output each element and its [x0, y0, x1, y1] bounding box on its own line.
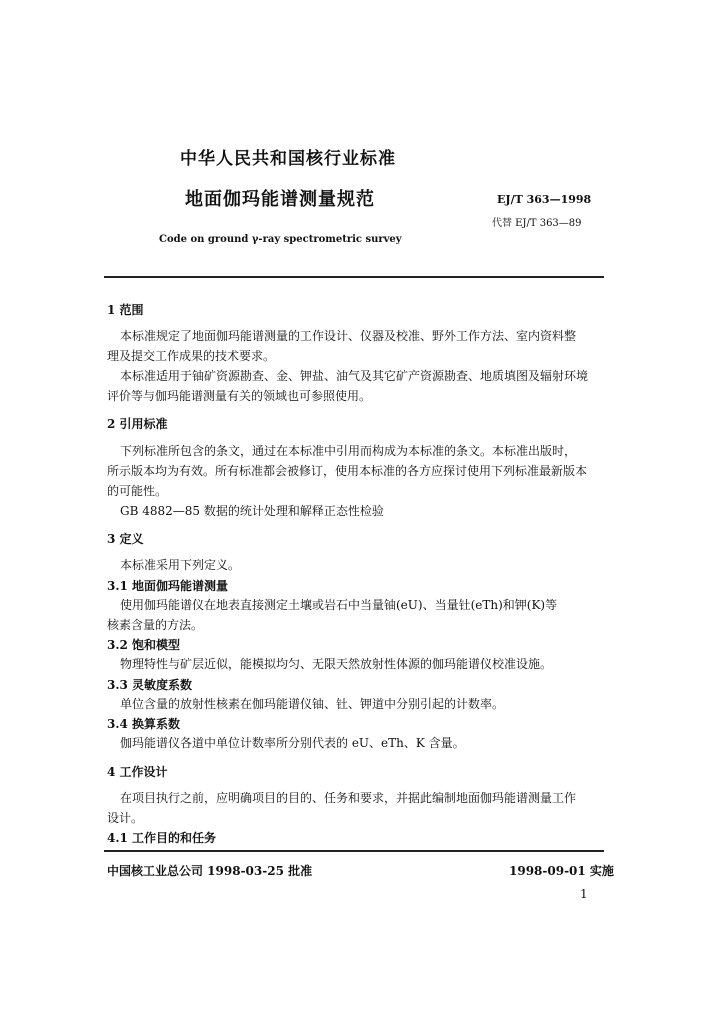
document-title: 地面伽玛能谱测量规范: [185, 189, 375, 210]
header-rule: [104, 276, 604, 278]
footer-rule: [104, 850, 604, 852]
clause-3-2-heading: 3.2 饱和模型: [107, 638, 181, 652]
section-4-heading: 4 工作设计: [107, 765, 168, 779]
clause-3-2-text: 物理特性与矿层近似，能模拟均匀、无限天然放射性体源的伽玛能谱仪校准设施。: [120, 657, 553, 671]
section-2-paragraph-line: 下列标准所包含的条文，通过在本标准中引用而构成为本标准的条文。本标准出版时，: [120, 444, 577, 458]
page-number: 1: [580, 887, 588, 901]
replaces-code: 代替 EJ/T 363—89: [492, 218, 582, 229]
normative-reference: GB 4882—85 数据的统计处理和解释正态性检验: [120, 504, 384, 518]
standard-category: 中华人民共和国核行业标准: [180, 149, 396, 169]
section-4-paragraph-line: 在项目执行之前，应明确项目的目的、任务和要求，并据此编制地面伽玛能谱测量工作: [120, 791, 577, 805]
clause-3-4-text: 伽玛能谱仪各道中单位计数率所分别代表的 eU、eTh、K 含量。: [120, 736, 465, 750]
section-1-paragraph-line: 本标准规定了地面伽玛能谱测量的工作设计、仪器及校准、野外工作方法、室内资料整: [120, 329, 577, 343]
section-2-paragraph-line: 所示版本均为有效。所有标准都会被修订，使用本标准的各方应探讨使用下列标准最新版本: [107, 464, 588, 478]
clause-3-1-text: 使用伽玛能谱仪在地表直接测定土壤或岩石中当量铀(eU)、当量钍(eTh)和钾(K)等: [120, 598, 558, 612]
clause-3-1-text: 核素含量的方法。: [107, 618, 204, 632]
section-1-paragraph-line: 本标准适用于铀矿资源勘查、金、钾盐、油气及其它矿产资源勘查、地质填图及辐射环境: [120, 369, 589, 383]
section-1-paragraph-line: 理及提交工作成果的技术要求。: [107, 349, 276, 363]
section-1-heading: 1 范围: [107, 303, 144, 317]
clause-3-3-heading: 3.3 灵敏度系数: [107, 678, 193, 692]
standard-code: EJ/T 363—1998: [497, 193, 592, 206]
section-4-paragraph-line: 设计。: [107, 811, 144, 825]
clause-3-1-heading: 3.1 地面伽玛能谱测量: [107, 579, 229, 593]
section-1-paragraph-line: 评价等与伽玛能谱测量有关的领域也可参照使用。: [107, 389, 372, 403]
clause-3-3-text: 单位含量的放射性核素在伽玛能谱仪铀、钍、钾道中分别引起的计数率。: [120, 697, 505, 711]
section-2-paragraph-line: 的可能性。: [107, 484, 168, 498]
clause-3-4-heading: 3.4 换算系数: [107, 717, 181, 731]
section-3-intro: 本标准采用下列定义。: [120, 558, 241, 572]
approval-line: 中国核工业总公司 1998-03-25 批准: [107, 864, 313, 878]
section-3-heading: 3 定义: [107, 532, 144, 546]
clause-4-1-heading: 4.1 工作目的和任务: [107, 831, 217, 845]
effective-date: 1998-09-01 实施: [509, 864, 614, 878]
section-2-heading: 2 引用标准: [107, 417, 168, 431]
english-title: Code on ground γ-ray spectrometric survey: [159, 234, 402, 245]
